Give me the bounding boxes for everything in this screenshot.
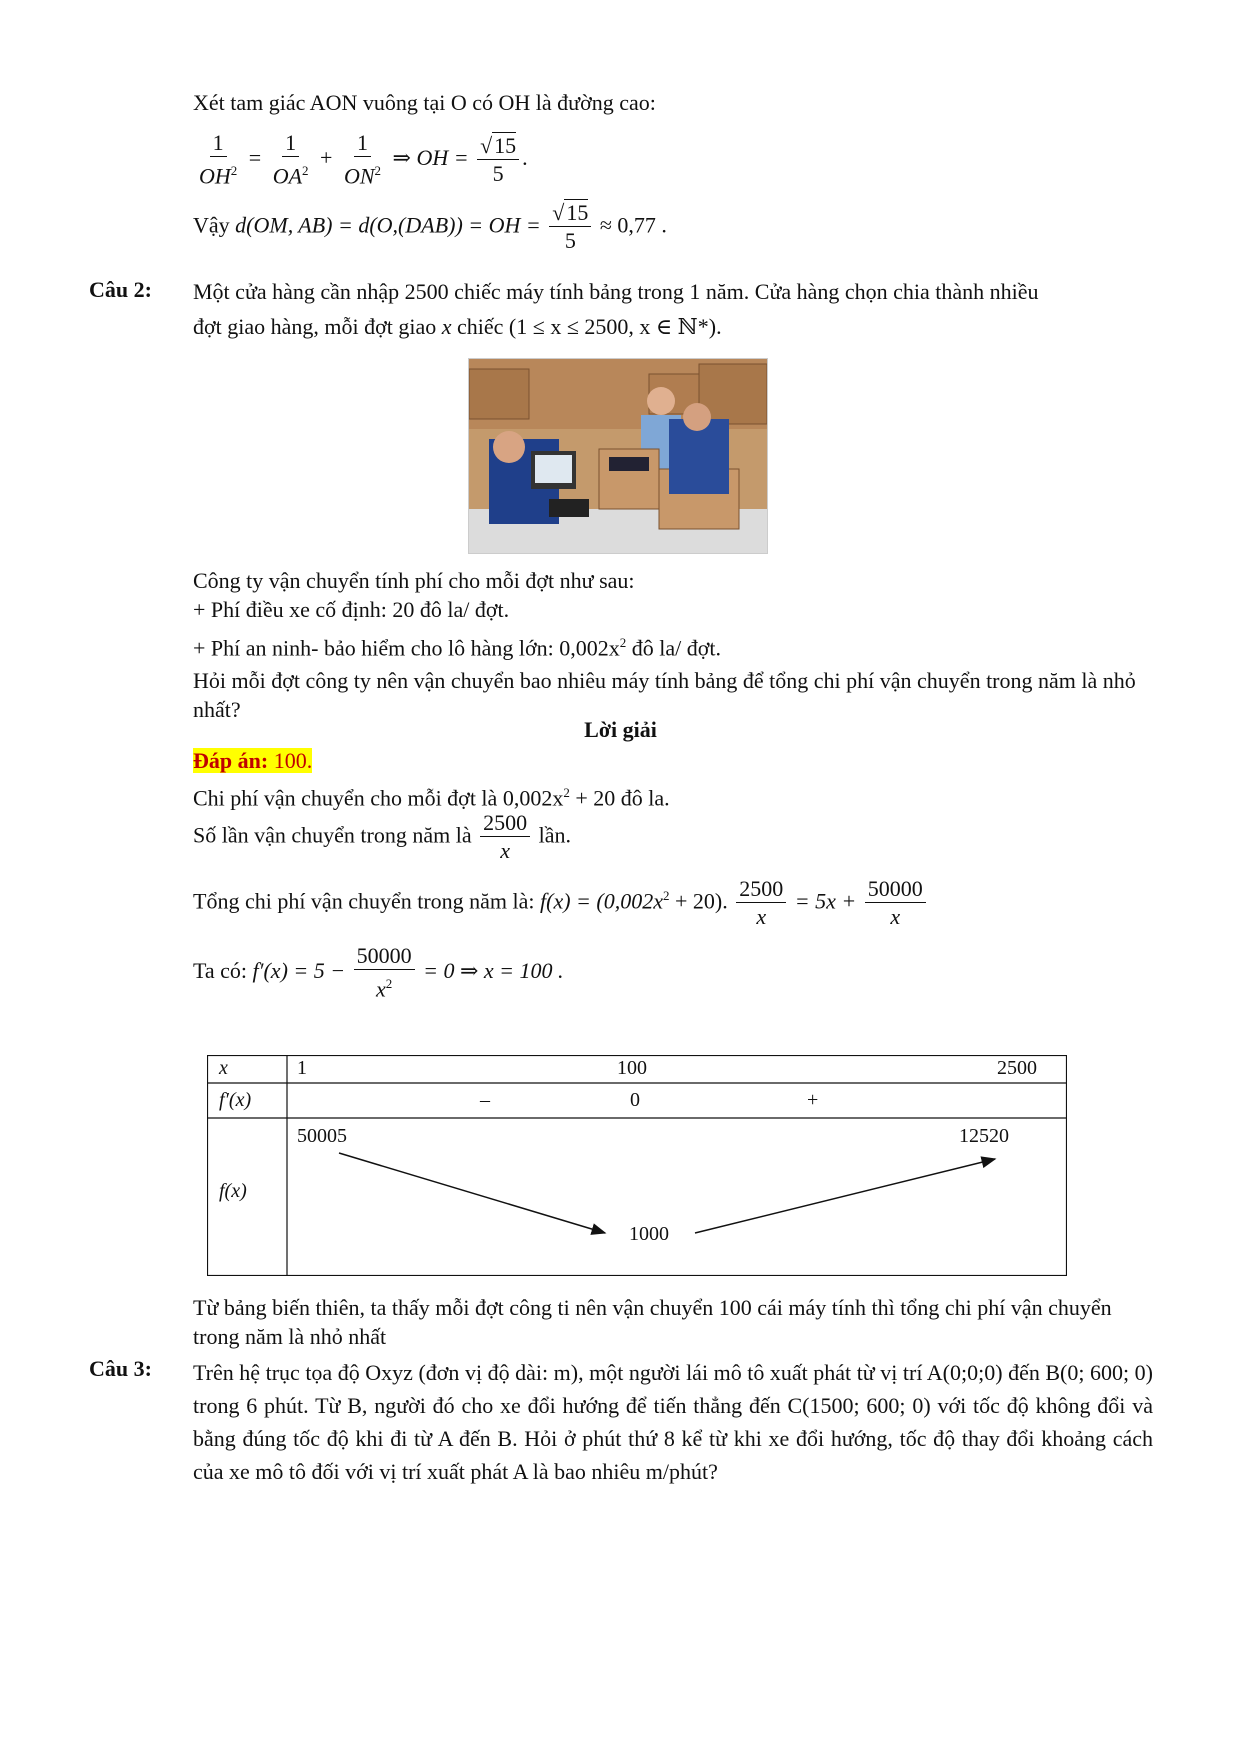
variation-table	[207, 1055, 1067, 1276]
equation-oh: $\frac{1}{OH^2}$ = $\frac{1}{OA^2}$ + $\frac{1}{ON^2}$ ⇒ OH = $\frac{√15}{5}$ .	[199, 130, 528, 189]
row-label-x: x	[219, 1057, 228, 1079]
sign-positive: +	[807, 1089, 819, 1111]
solution-title: Lời giải	[584, 717, 657, 742]
conclusion: Từ bảng biến thiên, ta thấy mỗi đợt công ti nên vận chuyển 100 cái máy tính thì tổng chi phí vận chuyển trong năm là nhỏ nhất	[193, 1295, 1112, 1349]
solution-step-2: Số lần vận chuyển trong năm là $\frac{2500}{x}$ lần.	[193, 810, 571, 863]
intro-line: Xét tam giác AON vuông tại O có OH là đường cao:	[193, 90, 656, 115]
fee-info: Công ty vận chuyển tính phí cho mỗi đợt như sau: + Phí điều xe cố định: 20 đô la/ đợt. + Phí an ninh- bảo hiểm cho lô hàng lớn: $0,002x^2$ đô la/ đợt. Hỏi mỗi đợt công ty nên vận chuyển bao nhiêu máy tính bảng để tổng chi phí vận chuyển trong năm là nhỏ nhất?	[193, 568, 1136, 723]
x-value-critical: 100	[617, 1057, 647, 1079]
question-3-label: Câu 3:	[89, 1356, 152, 1381]
solution-step-4: Ta có: f′(x) = 5 − $\frac{50000}{x^2}$ = 0 ⇒ x = 100 .	[193, 943, 564, 1002]
row-label-f: f(x)	[219, 1180, 247, 1202]
x-value-start: 1	[297, 1057, 307, 1079]
question-3-text: Trên hệ trục tọa độ Oxyz (đơn vị độ dài: m), một người lái mô tô xuất phát từ vị trí A(0;0;0) đến B(0; 600; 0) trong 6 phút. Từ B, người đó cho xe đổi hướng để tiến thẳng đến C(1500; 600; 0) với tốc độ không đổi và bằng đúng tốc độ khi đi từ A đến B. Hỏi ở phút thứ 8 kể từ khi xe đổi hướng, tốc độ thay đổi khoảng cách của xe mô tô đối với vị trí xuất phát A là bao nhiêu m/phút?	[193, 1360, 1153, 1484]
x-value-end: 2500	[997, 1057, 1037, 1079]
increasing-arrow	[695, 1159, 995, 1233]
question-2-label: Câu 2:	[89, 277, 152, 302]
solution-step-3: Tổng chi phí vận chuyển trong năm là: $f(x) = (0,002x^2 + 20)$. $\frac{2500}{x}$ = 5x + $\frac{50000}{x}$	[193, 876, 1153, 938]
warehouse-photo	[468, 358, 768, 554]
equation-distance: Vậy d(OM, AB) = d(O,(DAB)) = OH = $\frac{√15}{5}$ ≈ 0,77 .	[193, 200, 667, 253]
solution-step-1: Chi phí vận chuyển cho mỗi đợt là $0,002x^2 + 20$ đô la.	[193, 785, 670, 811]
decreasing-arrow	[339, 1153, 605, 1233]
row-label-fprime: f′(x)	[219, 1089, 252, 1111]
answer: Đáp án: 100.	[193, 748, 313, 773]
f-value-start: 50005	[297, 1125, 347, 1147]
f-value-min: 1000	[629, 1223, 669, 1245]
sign-zero: 0	[630, 1089, 640, 1111]
question-2-text: Một cửa hàng cần nhập 2500 chiếc máy tính bảng trong 1 năm. Cửa hàng chọn chia thành nhiều đợt giao hàng, mỗi đợt giao x chiếc (1 ≤ x ≤ 2500, x ∈ ℕ*).	[193, 279, 1039, 339]
f-value-end: 12520	[959, 1125, 1009, 1147]
sign-negative: –	[480, 1089, 490, 1111]
